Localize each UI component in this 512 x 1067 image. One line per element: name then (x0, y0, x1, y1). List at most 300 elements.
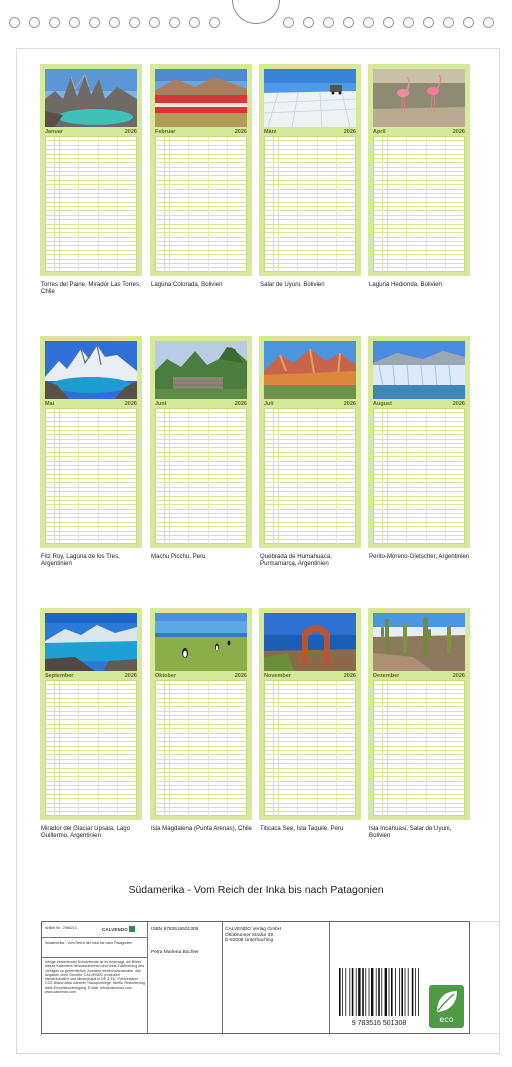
entry-cell (99, 185, 118, 188)
entry-cell (228, 159, 246, 162)
entry-cell (388, 725, 407, 728)
entry-cell (446, 532, 464, 535)
entry-cell (209, 483, 228, 486)
entry-cell (427, 747, 446, 750)
entry-cell (228, 220, 246, 223)
entry-cell (118, 501, 136, 504)
entry-cell (279, 812, 298, 815)
entry-cell (446, 176, 464, 179)
entry-cell (228, 251, 246, 254)
entry-cell (407, 435, 426, 438)
entry-cell (228, 812, 246, 815)
entry-cell (60, 738, 79, 741)
day-cell (265, 246, 274, 249)
entry-cell (170, 466, 189, 469)
entry-cell (279, 716, 298, 719)
entry-cell (170, 264, 189, 267)
month-header (264, 128, 356, 135)
month-card (150, 336, 252, 548)
entry-cell (79, 497, 98, 500)
entry-cell (388, 207, 407, 210)
entry-cell (427, 155, 446, 158)
entry-cell (209, 795, 228, 798)
day-row (374, 812, 464, 816)
entry-cell (79, 712, 98, 715)
entry-cell (170, 681, 189, 684)
day-cell (156, 203, 165, 206)
entry-cell (388, 470, 407, 473)
entry-cell (318, 457, 337, 460)
entry-cell (318, 233, 337, 236)
entry-cell (99, 141, 118, 144)
entry-cell (170, 427, 189, 430)
entry-cell (118, 462, 136, 465)
day-cell (265, 742, 274, 745)
entry-cell (427, 540, 446, 543)
day-cell (156, 747, 165, 750)
entry-cell (318, 203, 337, 206)
entry-cell (189, 238, 208, 241)
entry-cell (170, 786, 189, 789)
day-cell (265, 790, 274, 793)
day-cell (265, 427, 274, 430)
entry-cell (118, 685, 136, 688)
entry-cell (407, 738, 426, 741)
entry-cell (209, 172, 228, 175)
entry-cell (79, 510, 98, 513)
entry-cell (118, 207, 136, 210)
entry-cell (118, 203, 136, 206)
entry-cell (388, 444, 407, 447)
entry-cell (298, 198, 317, 201)
entry-cell (189, 755, 208, 758)
day-cell (374, 773, 383, 776)
entry-cell (337, 690, 355, 693)
day-cell (265, 264, 274, 267)
entry-cell (79, 462, 98, 465)
entry-cell (407, 176, 426, 179)
entry-cell (170, 501, 189, 504)
entry-cell (170, 777, 189, 780)
day-cell (374, 808, 383, 811)
entry-cell (170, 497, 189, 500)
entry-cell (337, 185, 355, 188)
entry-cell (228, 238, 246, 241)
entry-cell (337, 211, 355, 214)
day-cell (156, 440, 165, 443)
entry-cell (298, 479, 317, 482)
entry-cell (427, 141, 446, 144)
entry-cell (99, 211, 118, 214)
entry-cell (170, 431, 189, 434)
entry-cell (209, 229, 228, 232)
entry-cell (388, 440, 407, 443)
entry-cell (118, 427, 136, 430)
entry-cell (60, 229, 79, 232)
entry-cell (279, 738, 298, 741)
entry-cell (407, 190, 426, 193)
day-cell (265, 769, 274, 772)
entry-cell (209, 150, 228, 153)
entry-cell (298, 514, 317, 517)
entry-cell (209, 707, 228, 710)
entry-cell (60, 790, 79, 793)
entry-cell (228, 448, 246, 451)
month-name: Juni (155, 400, 167, 407)
entry-cell (318, 146, 337, 149)
day-cell (374, 163, 383, 166)
entry-cell (99, 536, 118, 539)
entry-cell (170, 251, 189, 254)
entry-cell (407, 540, 426, 543)
entry-cell (388, 242, 407, 245)
entry-cell (118, 694, 136, 697)
publisher-line: CALVENDO Verlag GmbH (225, 927, 282, 932)
month-photo (155, 341, 247, 399)
month-header (155, 128, 247, 135)
entry-cell (209, 716, 228, 719)
entry-cell (170, 233, 189, 236)
entry-cell (170, 409, 189, 412)
barcode-bar (378, 968, 380, 1016)
entry-cell (170, 760, 189, 763)
entry-cell (337, 194, 355, 197)
entry-cell (79, 514, 98, 517)
entry-cell (170, 255, 189, 258)
entry-cell (279, 475, 298, 478)
entry-cell (279, 466, 298, 469)
entry-cell (118, 146, 136, 149)
entry-cell (209, 804, 228, 807)
entry-cell (118, 155, 136, 158)
entry-cell (318, 440, 337, 443)
entry-cell (407, 220, 426, 223)
day-cell (374, 527, 383, 530)
entry-cell (99, 510, 118, 513)
entry-cell (279, 150, 298, 153)
day-cell (46, 729, 55, 732)
entry-cell (79, 808, 98, 811)
day-cell (265, 738, 274, 741)
entry-cell (79, 777, 98, 780)
entry-cell (99, 246, 118, 249)
entry-cell (189, 260, 208, 263)
entry-cell (189, 475, 208, 478)
entry-cell (228, 690, 246, 693)
entry-cell (318, 229, 337, 232)
entry-cell (388, 229, 407, 232)
entry-cell (318, 435, 337, 438)
day-cell (374, 137, 383, 140)
entry-cell (60, 747, 79, 750)
entry-cell (388, 690, 407, 693)
day-cell (46, 207, 55, 210)
entry-cell (170, 418, 189, 421)
day-cell (46, 510, 55, 513)
day-cell (265, 229, 274, 232)
entry-cell (170, 268, 189, 271)
photo-caption: Mirador del Glaciar Upsala, Lago Guillermo, Argentinien (41, 825, 131, 839)
day-cell (265, 268, 274, 271)
entry-cell (189, 782, 208, 785)
entry-cell (427, 233, 446, 236)
entry-cell (446, 782, 464, 785)
day-cell (156, 141, 165, 144)
day-cell (46, 492, 55, 495)
entry-cell (407, 703, 426, 706)
entry-cell (209, 523, 228, 526)
entry-cell (446, 413, 464, 416)
day-cell (374, 233, 383, 236)
day-cell (374, 681, 383, 684)
day-cell (156, 225, 165, 228)
entry-cell (337, 501, 355, 504)
entry-cell (118, 470, 136, 473)
entry-cell (318, 225, 337, 228)
month-header (264, 400, 356, 407)
eco-badge (429, 985, 464, 1028)
entry-cell (318, 707, 337, 710)
entry-cell (228, 185, 246, 188)
entry-cell (427, 418, 446, 421)
binding-hole (363, 17, 374, 28)
day-cell (374, 155, 383, 158)
entry-cell (279, 427, 298, 430)
entry-cell (209, 466, 228, 469)
entry-cell (318, 483, 337, 486)
entry-cell (228, 751, 246, 754)
entry-cell (99, 146, 118, 149)
entry-cell (228, 211, 246, 214)
day-cell (46, 246, 55, 249)
day-cell (46, 470, 55, 473)
barcode-bar (399, 968, 400, 1016)
entry-cell (427, 685, 446, 688)
month-name: Februar (155, 128, 176, 135)
entry-cell (228, 699, 246, 702)
entry-cell (209, 751, 228, 754)
entry-cell (209, 413, 228, 416)
entry-cell (228, 764, 246, 767)
entry-cell (228, 703, 246, 706)
entry-cell (318, 264, 337, 267)
entry-cell (427, 681, 446, 684)
entry-cell (189, 777, 208, 780)
entry-cell (427, 268, 446, 271)
photo-caption: Quebrada de Humahuaca, Purmamarca, Argentinien (260, 553, 332, 567)
entry-cell (209, 703, 228, 706)
day-cell (156, 540, 165, 543)
day-cell (46, 229, 55, 232)
entry-cell (60, 786, 79, 789)
barcode-bar (339, 968, 341, 1016)
entry-cell (209, 501, 228, 504)
entry-cell (279, 777, 298, 780)
entry-cell (60, 137, 79, 140)
entry-cell (388, 742, 407, 745)
entry-cell (388, 488, 407, 491)
entry-cell (189, 207, 208, 210)
entry-cell (279, 518, 298, 521)
entry-cell (170, 795, 189, 798)
photo-caption: Salar de Uyuni, Bolivien (260, 281, 325, 288)
day-cell (46, 790, 55, 793)
entry-cell (337, 181, 355, 184)
entry-cell (318, 782, 337, 785)
entry-cell (118, 681, 136, 684)
entry-cell (298, 492, 317, 495)
entry-cell (228, 747, 246, 750)
entry-cell (298, 720, 317, 723)
entry-cell (99, 497, 118, 500)
entry-cell (79, 790, 98, 793)
entry-cell (407, 742, 426, 745)
entry-cell (99, 738, 118, 741)
entry-cell (446, 198, 464, 201)
entry-cell (388, 523, 407, 526)
entry-cell (79, 155, 98, 158)
entry-cell (337, 141, 355, 144)
day-cell (265, 703, 274, 706)
day-cell (374, 540, 383, 543)
entry-cell (318, 141, 337, 144)
entry-cell (318, 251, 337, 254)
entry-cell (189, 505, 208, 508)
entry-cell (318, 470, 337, 473)
entry-cell (170, 532, 189, 535)
entry-cell (279, 514, 298, 517)
entry-cell (118, 448, 136, 451)
binding-hole (9, 17, 20, 28)
entry-cell (446, 492, 464, 495)
entry-cell (228, 466, 246, 469)
entry-cell (189, 729, 208, 732)
entry-cell (337, 755, 355, 758)
entry-cell (407, 216, 426, 219)
entry-cell (427, 198, 446, 201)
binding-hole (443, 17, 454, 28)
entry-cell (79, 146, 98, 149)
calvendo-logo (102, 924, 144, 934)
entry-cell (228, 181, 246, 184)
entry-cell (79, 518, 98, 521)
entry-cell (170, 804, 189, 807)
entry-cell (99, 251, 118, 254)
day-cell (374, 755, 383, 758)
day-cell (46, 479, 55, 482)
day-cell (374, 176, 383, 179)
entry-cell (407, 251, 426, 254)
entry-cell (118, 172, 136, 175)
planner-grid (45, 408, 137, 544)
entry-cell (388, 703, 407, 706)
entry-cell (79, 782, 98, 785)
day-cell (265, 190, 274, 193)
day-cell (374, 514, 383, 517)
barcode-bar (412, 968, 414, 1016)
entry-cell (170, 712, 189, 715)
planner-grid (45, 680, 137, 816)
entry-cell (446, 690, 464, 693)
month-photo (45, 341, 137, 399)
day-cell (374, 185, 383, 188)
entry-cell (189, 246, 208, 249)
entry-cell (209, 246, 228, 249)
day-cell (46, 431, 55, 434)
day-cell (374, 782, 383, 785)
entry-cell (388, 712, 407, 715)
day-cell (46, 734, 55, 737)
entry-cell (388, 764, 407, 767)
entry-cell (99, 812, 118, 815)
entry-cell (209, 747, 228, 750)
day-cell (46, 690, 55, 693)
entry-cell (60, 444, 79, 447)
day-cell (374, 242, 383, 245)
entry-cell (60, 225, 79, 228)
entry-cell (170, 448, 189, 451)
day-cell (374, 251, 383, 254)
entry-cell (170, 808, 189, 811)
entry-cell (79, 804, 98, 807)
day-cell (265, 699, 274, 702)
entry-cell (337, 225, 355, 228)
entry-cell (118, 505, 136, 508)
entry-cell (170, 440, 189, 443)
entry-cell (407, 453, 426, 456)
entry-cell (427, 510, 446, 513)
binding-hole (149, 17, 160, 28)
entry-cell (388, 734, 407, 737)
day-cell (156, 427, 165, 430)
entry-cell (99, 431, 118, 434)
entry-cell (118, 492, 136, 495)
entry-cell (79, 501, 98, 504)
entry-cell (99, 755, 118, 758)
entry-cell (388, 699, 407, 702)
entry-cell (298, 536, 317, 539)
entry-cell (279, 747, 298, 750)
entry-cell (189, 725, 208, 728)
entry-cell (170, 729, 189, 732)
entry-cell (407, 225, 426, 228)
entry-cell (318, 540, 337, 543)
entry-cell (318, 216, 337, 219)
day-cell (46, 444, 55, 447)
entry-cell (427, 444, 446, 447)
day-cell (156, 690, 165, 693)
entry-cell (446, 716, 464, 719)
entry-cell (170, 172, 189, 175)
entry-cell (407, 146, 426, 149)
day-cell (46, 268, 55, 271)
entry-cell (189, 685, 208, 688)
entry-cell (209, 510, 228, 513)
entry-cell (118, 242, 136, 245)
entry-cell (60, 176, 79, 179)
isbn-column (148, 922, 223, 1033)
entry-cell (337, 532, 355, 535)
day-cell (46, 747, 55, 750)
day-cell (265, 707, 274, 710)
entry-cell (118, 413, 136, 416)
entry-cell (446, 501, 464, 504)
entry-cell (298, 786, 317, 789)
entry-cell (189, 229, 208, 232)
entry-cell (337, 703, 355, 706)
calvendo-logo-text: CALVENDO (102, 926, 128, 932)
entry-cell (118, 431, 136, 434)
